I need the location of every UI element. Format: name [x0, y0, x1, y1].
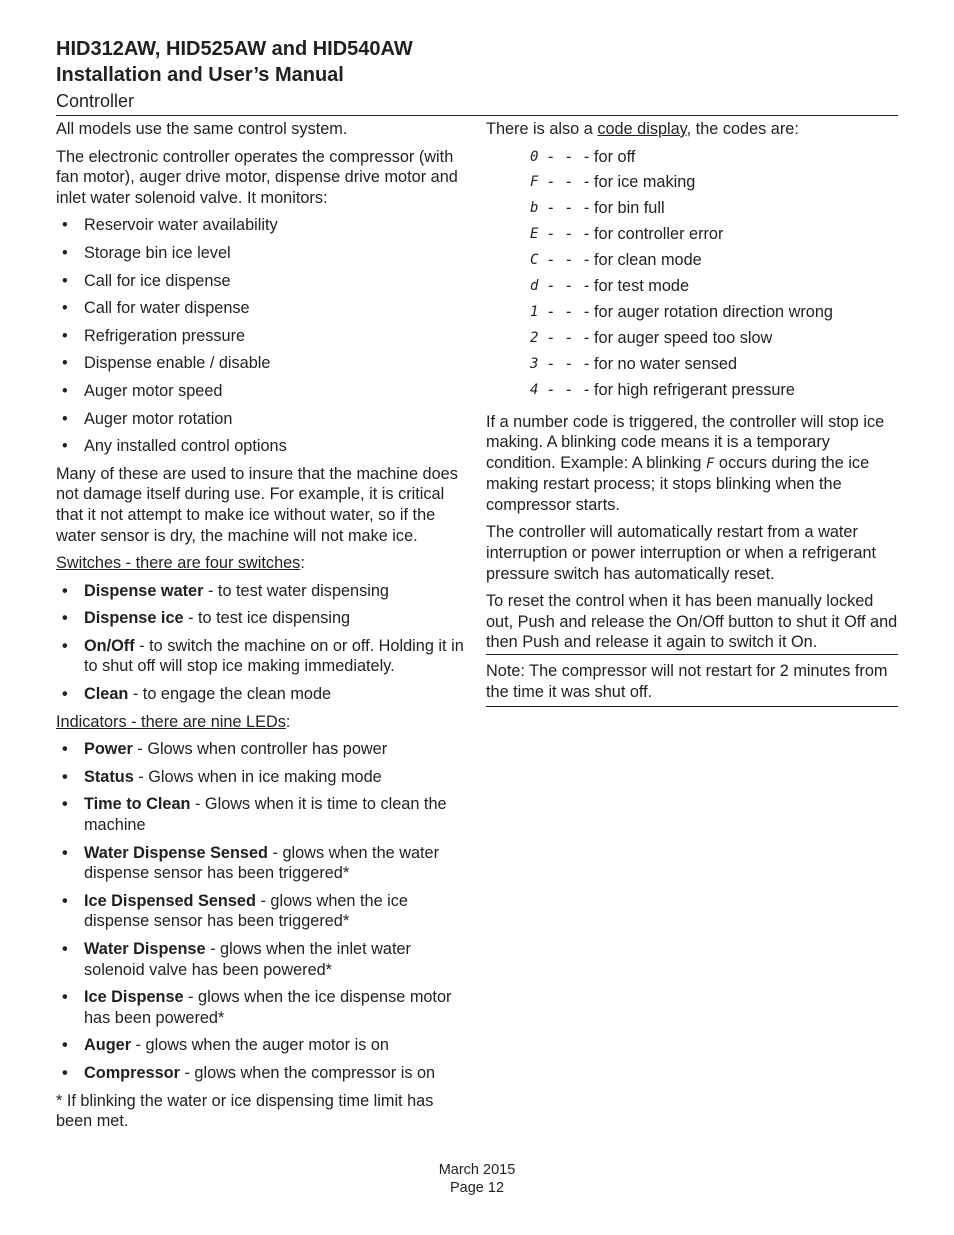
- code-dashes: - - -: [548, 173, 594, 192]
- bullet: •: [62, 740, 68, 759]
- code-row: [530, 380, 898, 406]
- code-symbol: 2: [530, 329, 539, 346]
- footer-date: March 2015: [438, 1162, 516, 1178]
- switch-item: • Dispense ice - to test ice dispensing: [62, 609, 351, 628]
- code-symbol: 4: [530, 381, 539, 398]
- indicator-item: • Auger - glows when the auger motor is on: [62, 1036, 389, 1055]
- code-row: [530, 302, 898, 328]
- note-bottom-rule: [486, 706, 898, 707]
- bullet: •: [62, 891, 68, 910]
- bullet: •: [62, 1036, 68, 1055]
- indicator-list: [56, 739, 470, 1083]
- code-dashes: - - -: [548, 380, 594, 399]
- code-symbol: 1: [530, 303, 539, 320]
- footer-page-number: Page 12: [449, 1180, 505, 1196]
- code-dashes: - - -: [548, 328, 594, 347]
- switches-heading: Switches - there are four switches:: [56, 554, 305, 573]
- note-box: Note: The compressor will not restart for 2 minutes from the time it was shut off.: [486, 662, 888, 701]
- code-symbol: 0: [530, 148, 539, 165]
- paragraph-number-code: If a number code is triggered, the controller will stop ice making. A blinking code means it is a temporary condition. Example: A blinking F occurs during the ice making restart process; it stops blinking when the compressor starts.: [486, 412, 885, 514]
- code-meaning: for clean mode: [594, 251, 702, 270]
- code-symbol: d: [530, 278, 539, 295]
- monitor-item: • Any installed control options: [62, 437, 287, 456]
- blinking-code-example: F: [705, 455, 715, 472]
- document-title-line1: HID312AW, HID525AW and HID540AW: [56, 38, 413, 60]
- code-meaning: for off: [594, 147, 636, 166]
- indicator-item: • Time to Clean - Glows when it is time to clean the machine: [62, 795, 447, 835]
- code-row: [530, 172, 898, 198]
- code-meaning: for test mode: [594, 277, 690, 296]
- bullet: •: [62, 685, 68, 704]
- code-symbol: C: [530, 252, 539, 269]
- bullet: •: [62, 1063, 68, 1082]
- bullet: •: [62, 988, 68, 1007]
- paragraph-machine-protection: Many of these are used to insure that the machine does not damage itself during use. For example, it is critical that it not attempt to make ice without water, so if the water sensor is dry, the machine will not make ice.: [56, 464, 458, 545]
- code-meaning: for controller error: [594, 225, 724, 244]
- monitor-item: • Auger motor speed: [62, 381, 223, 400]
- indicator-item: • Ice Dispense - glows when the ice dispense motor has been powered*: [62, 988, 452, 1027]
- switch-item: • Clean - to engage the clean mode: [62, 685, 332, 704]
- monitor-item: • Auger motor rotation: [62, 409, 233, 428]
- indicator-item: • Water Dispense Sensed - glows when the water dispense sensor has been triggered*: [62, 843, 440, 883]
- indicators-heading: Indicators - there are nine LEDs:: [56, 712, 291, 731]
- paragraph-control-system: All models use the same control system.: [56, 120, 348, 138]
- bullet: •: [62, 609, 68, 628]
- bullet: •: [62, 437, 68, 456]
- code-dashes: - - -: [548, 225, 594, 244]
- code-row: [530, 147, 898, 173]
- switch-item: • On/Off - to switch the machine on or off. Holding it in to shut off will stop ice making immediately.: [62, 636, 464, 676]
- bullet: •: [62, 581, 68, 600]
- monitor-item: • Storage bin ice level: [62, 243, 231, 262]
- monitor-item: • Reservoir water availability: [62, 216, 278, 235]
- left-column: [56, 119, 470, 1139]
- code-symbol: b: [530, 200, 539, 217]
- code-meaning: for no water sensed: [594, 354, 737, 373]
- code-dashes: - - -: [548, 199, 594, 218]
- paragraph-auto-restart: The controller will automatically restart from a water interruption or power interruption or when a refrigerant pressure switch has automatically reset.: [486, 523, 877, 583]
- code-row: [530, 250, 898, 276]
- code-display-term: code display: [597, 120, 687, 138]
- section-title: Controller: [56, 91, 135, 111]
- bullet: •: [62, 326, 68, 345]
- bullet: •: [62, 216, 68, 235]
- code-symbol: E: [530, 226, 539, 243]
- monitor-item: • Call for ice dispense: [62, 271, 231, 290]
- bullet: •: [62, 271, 68, 290]
- code-list: [530, 147, 898, 406]
- monitor-item: • Dispense enable / disable: [62, 354, 271, 373]
- bullet: •: [62, 843, 68, 862]
- indicator-item: • Ice Dispensed Sensed - glows when the ice dispense sensor has been triggered*: [62, 891, 408, 931]
- code-meaning: for bin full: [594, 199, 665, 218]
- code-row: [530, 224, 898, 250]
- indicator-item: • Compressor - glows when the compressor is on: [62, 1063, 436, 1082]
- code-row: [530, 354, 898, 380]
- right-column: [486, 119, 898, 707]
- switch-item: • Dispense water - to test water dispensing: [62, 581, 389, 600]
- indicator-item: • Status - Glows when in ice making mode: [62, 767, 382, 786]
- footnote: * If blinking the water or ice dispensing time limit has been met.: [56, 1091, 434, 1131]
- code-dashes: - - -: [548, 277, 594, 296]
- switch-list: [56, 581, 470, 705]
- document-header: [56, 36, 413, 112]
- code-meaning: for auger speed too slow: [594, 328, 773, 347]
- bullet: •: [62, 243, 68, 262]
- bullet: •: [62, 767, 68, 786]
- code-meaning: for auger rotation direction wrong: [594, 302, 833, 321]
- page-footer: [0, 1161, 954, 1197]
- code-dashes: - - -: [548, 147, 594, 166]
- bullet: •: [62, 940, 68, 958]
- code-display-intro: There is also a code display, the codes are:: [486, 120, 799, 138]
- code-dashes: - - -: [548, 251, 594, 270]
- header-rule: [56, 115, 898, 116]
- paragraph-controller-overview: The electronic controller operates the compressor (with fan motor), auger drive motor, dispense drive motor and inlet water solenoid valve. It monitors:: [56, 147, 458, 207]
- bullet: •: [62, 409, 68, 428]
- code-meaning: for high refrigerant pressure: [594, 380, 795, 399]
- bullet: •: [62, 299, 68, 318]
- bullet: •: [62, 381, 68, 400]
- code-row: [530, 328, 898, 354]
- bullet: •: [62, 354, 68, 373]
- monitor-list: [56, 215, 470, 456]
- code-row: [530, 276, 898, 302]
- code-symbol: F: [530, 174, 539, 191]
- monitor-item: • Call for water dispense: [62, 299, 250, 318]
- indicator-item: • Power - Glows when controller has power: [62, 740, 388, 759]
- monitor-item: • Refrigeration pressure: [62, 326, 246, 345]
- indicator-item: • Water Dispense - glows when the inlet water solenoid valve has been powered*: [62, 940, 411, 979]
- code-meaning: for ice making: [594, 173, 696, 192]
- bullet: •: [62, 636, 68, 655]
- bullet: •: [62, 795, 68, 814]
- code-symbol: 3: [530, 355, 539, 372]
- code-dashes: - - -: [548, 354, 594, 373]
- document-title-line2: Installation and User’s Manual: [56, 64, 344, 86]
- code-row: [530, 198, 898, 224]
- paragraph-reset: To reset the control when it has been manually locked out, Push and release the On/Off button to shut it Off and then Push and release it again to switch it On.: [486, 592, 898, 652]
- code-dashes: - - -: [548, 302, 594, 321]
